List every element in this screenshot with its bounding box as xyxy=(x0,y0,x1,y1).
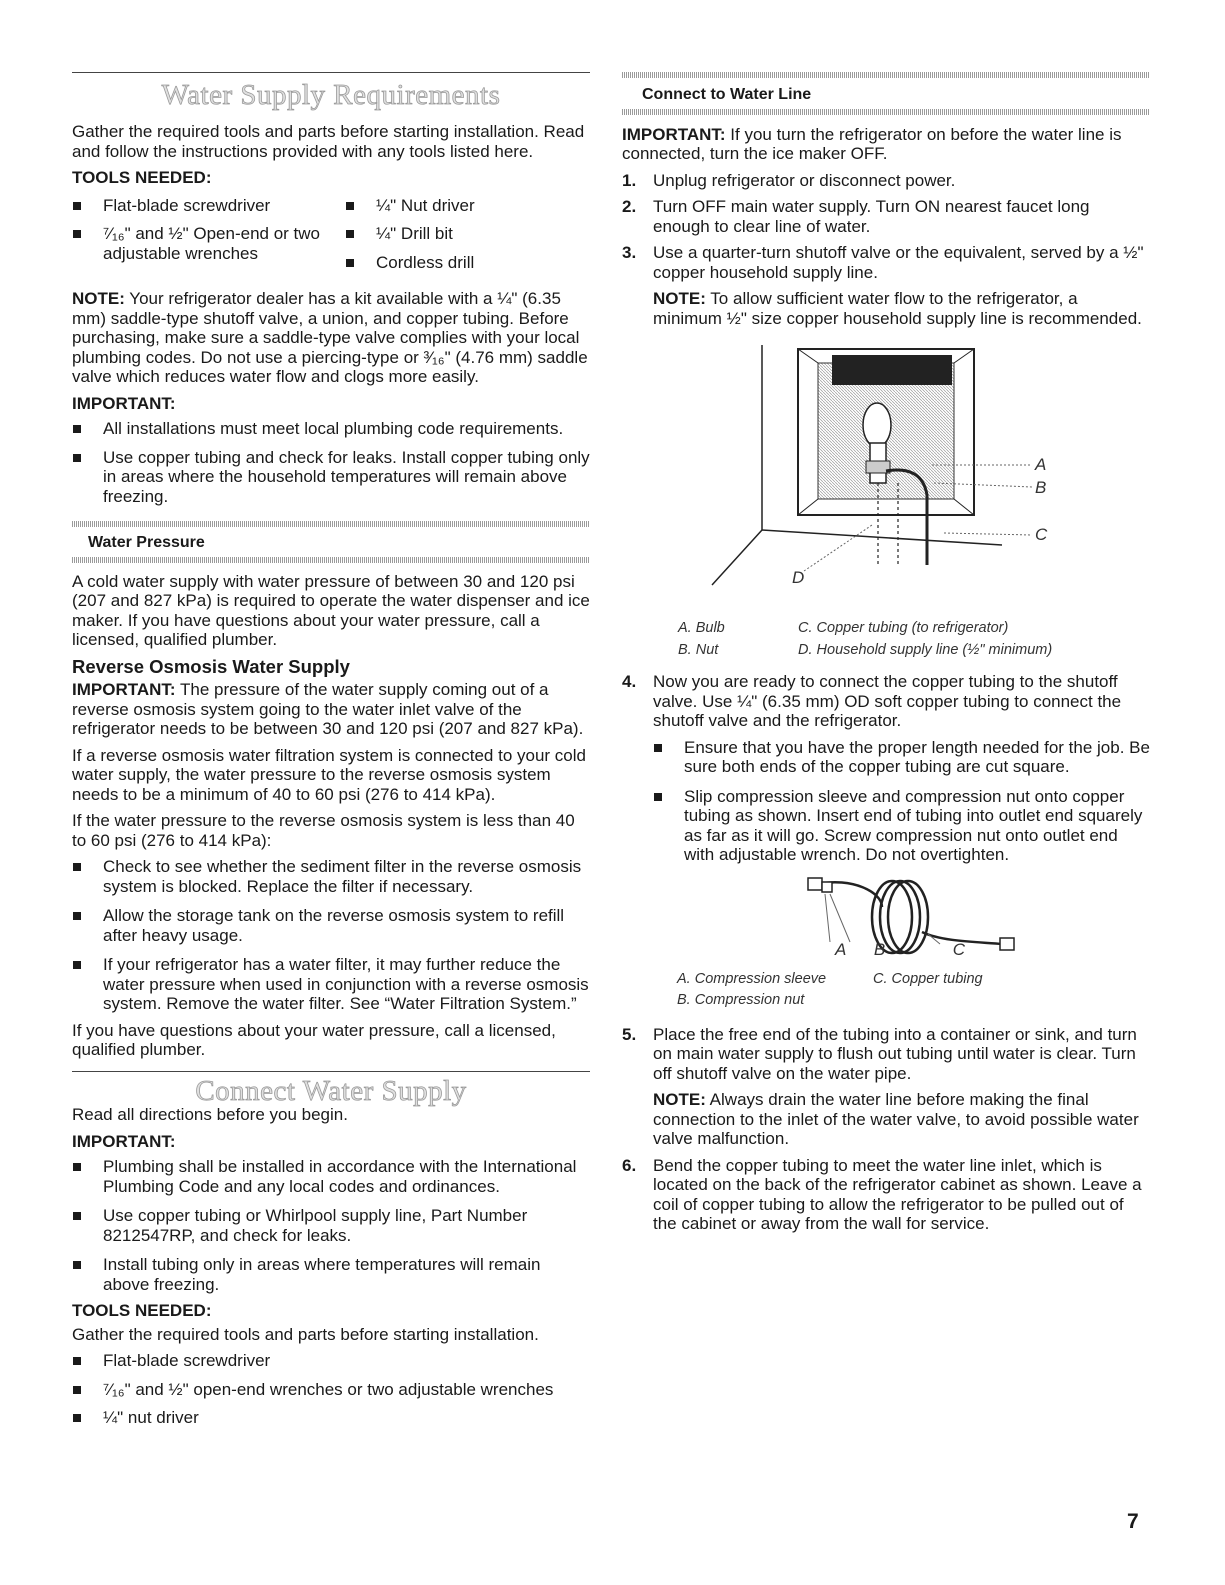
caption xyxy=(873,991,1150,1011)
intro-text: Gather the required tools and parts before starting installation. Read and follow the instructions provided with any tools listed here. xyxy=(72,122,585,161)
step-text: Place the free end of the tubing into a container or sink, and turn on main water supply to flush out tubing until water is clear. Turn off shutoff valve on the water pipe. xyxy=(653,1024,1137,1083)
figure-label-b: B xyxy=(1035,478,1047,497)
hatch-water-pressure-bottom xyxy=(72,557,590,563)
left-column xyxy=(72,0,590,1435)
caption: A. Bulb xyxy=(678,620,725,636)
step-text: Now you are ready to connect the copper tubing to the shutoff valve. Use ¼" (6.35 mm) OD soft copper tubing to connect the shutoff valve and the refrigerator. xyxy=(653,672,1122,730)
right-important-text: If you turn the refrigerator on before the water line is connected, turn the ice maker OFF. xyxy=(622,124,1122,163)
figure-label-c: C xyxy=(1035,525,1048,544)
step-number: 4. xyxy=(622,672,637,691)
hatch-connect-water-line-bottom xyxy=(622,109,1150,115)
step-4 xyxy=(622,672,1150,1011)
step-text: Unplug refrigerator or disconnect power. xyxy=(653,170,956,190)
step-number: 3. xyxy=(622,243,637,262)
section-title-connect-water-supply: Connect Water Supply xyxy=(195,1074,467,1107)
step-4-bullet: Ensure that you have the proper length needed for the job. Be sure both ends of the copper tubing are cut square. xyxy=(653,738,1150,777)
step-1 xyxy=(622,171,1150,191)
section2-tool-item: ¼" nut driver xyxy=(72,1408,590,1428)
section-divider xyxy=(72,1071,590,1072)
figure2-label-a: A xyxy=(835,939,847,959)
note-text: To allow sufficient water flow to the refrigerator, a minimum ½" size copper household supply line is recommended. xyxy=(653,289,1142,328)
ro-important-paragraph xyxy=(72,680,590,739)
step-text: Turn OFF main water supply. Turn ON nearest faucet long enough to clear line of water. xyxy=(653,197,1090,236)
ro-closing: If you have questions about your water pressure, call a licensed, qualified plumber. xyxy=(72,1020,556,1059)
ro-list xyxy=(72,857,590,1014)
figure-label-a: A xyxy=(1035,455,1047,474)
ro-item: If your refrigerator has a water filter, it may further reduce the water pressure when used in conjunction with a reverse osmosis system. Remove the water filter. See “Water Filtration System.” xyxy=(72,955,590,1014)
water-pressure-text: A cold water supply with water pressure of between 30 and 120 psi (207 and 827 kPa) is required to operate the water dispenser and ice maker. If you have questions about your water pressure, call a licensed, qualified plumber. xyxy=(72,571,590,649)
step-2 xyxy=(622,197,1150,236)
caption: C. Copper tubing (to refrigerator) xyxy=(798,620,1009,636)
ro-item: Allow the storage tank on the reverse osmosis system to refill after heavy usage. xyxy=(72,906,590,945)
step-5 xyxy=(622,1025,1150,1149)
figure2-label-b: B xyxy=(873,939,886,959)
reverse-osmosis-heading: Reverse Osmosis Water Supply xyxy=(72,655,350,677)
figure2-captions xyxy=(677,970,1150,1011)
important-item: Use copper tubing and check for leaks. Install copper tubing only in areas where the household temperatures will remain above freezing. xyxy=(72,448,590,507)
tool-item: Cordless drill xyxy=(345,253,590,273)
figure-water-line-connection xyxy=(622,335,1150,615)
section2-important-heading: IMPORTANT: xyxy=(72,1131,176,1151)
ro-important-text: The pressure of the water supply coming out of a reverse osmosis system going to the water inlet valve of the refrigerator needs to be between 30 and 120 psi (207 and 827 kPa). xyxy=(72,680,584,738)
tool-item: ⁷⁄₁₆" and ½" Open-end or two adjustable wrenches xyxy=(72,224,345,263)
right-important-paragraph xyxy=(622,125,1150,164)
step-number: 2. xyxy=(622,197,637,216)
section2-tool-item: Flat-blade screwdriver xyxy=(72,1351,590,1371)
figure1-captions xyxy=(678,619,1150,660)
section2-important-item: Install tubing only in areas where temperatures will remain above freezing. xyxy=(72,1255,590,1294)
step-text: Use a quarter-turn shutoff valve or the equivalent, served by a ½" copper household supply line. xyxy=(653,243,1144,282)
step-3 xyxy=(622,243,1150,660)
ro-paragraph-3: If the water pressure to the reverse osmosis system is less than 40 to 60 psi (276 to 414 kPa): xyxy=(72,811,575,850)
important-heading: IMPORTANT: xyxy=(72,393,176,413)
water-pressure-heading: Water Pressure xyxy=(88,534,205,551)
step-number: 6. xyxy=(622,1155,637,1175)
step-4-bullet: Slip compression sleeve and compression nut onto copper tubing as shown. Insert end of tubing into outlet end squarely as far as it will go. Screw compression nut onto outlet end with adjustable wrench. Do not overtighten. xyxy=(653,787,1150,865)
important-list xyxy=(72,419,590,506)
caption: A. Compression sleeve xyxy=(677,970,827,987)
figure-compression-fitting xyxy=(622,872,1150,962)
section2-important-item: Plumbing shall be installed in accordance with the International Plumbing Code and any local codes and ordinances. xyxy=(72,1157,590,1196)
note-text: Always drain the water line before making the final connection to the inlet of the water valve, to avoid possible water valve malfunction. xyxy=(653,1090,1139,1148)
section2-intro: Read all directions before you begin. xyxy=(72,1105,348,1124)
section2-tools-intro: Gather the required tools and parts before starting installation. xyxy=(72,1324,539,1344)
right-column xyxy=(622,0,1150,1241)
note-text: Your refrigerator dealer has a kit available with a ¼" (6.35 mm) saddle-type shutoff valve, a union, and copper tubing. Before purchasing, make sure a saddle-type valve complies with your local plumbing codes. Do not use a piercing-type or ³⁄₁₆" (4.76 mm) saddle valve which reduces water flow and clogs more easily. xyxy=(72,289,588,386)
step-number: 1. xyxy=(622,170,637,190)
note-label: NOTE: xyxy=(653,1090,706,1109)
step-number: 5. xyxy=(622,1024,637,1044)
section2-important-item: Use copper tubing or Whirlpool supply line, Part Number 8212547RP, and check for leaks. xyxy=(72,1206,590,1245)
caption: B. Nut xyxy=(678,641,719,658)
tool-item: ¼" Nut driver xyxy=(345,196,590,216)
note-label: NOTE: xyxy=(72,289,125,308)
tools-needed-heading: TOOLS NEEDED: xyxy=(72,168,212,187)
caption: B. Compression nut xyxy=(677,992,805,1008)
section2-tool-item: ⁷⁄₁₆" and ½" open-end wrenches or two adjustable wrenches xyxy=(72,1380,590,1400)
tool-item: ¼" Drill bit xyxy=(345,224,590,244)
important-item: All installations must meet local plumbing code requirements. xyxy=(72,419,590,439)
step-5-note xyxy=(653,1090,1150,1149)
tools-list xyxy=(72,196,590,284)
step-3-note xyxy=(653,289,1150,328)
steps-list xyxy=(622,171,1150,1234)
connect-to-water-line-heading: Connect to Water Line xyxy=(642,86,812,103)
ro-item: Check to see whether the sediment filter in the reverse osmosis system is blocked. Replace the filter if necessary. xyxy=(72,857,590,896)
section2-tools-heading: TOOLS NEEDED: xyxy=(72,1301,212,1320)
note-label: NOTE: xyxy=(653,289,706,308)
ro-paragraph-2: If a reverse osmosis water filtration system is connected to your cold water supply, the water pressure to the reverse osmosis system needs to be a minimum of 40 to 60 psi (276 to 414 kPa). xyxy=(72,745,586,804)
tool-item: Flat-blade screwdriver xyxy=(72,196,345,216)
section2-important-list xyxy=(72,1157,590,1294)
figure2-label-c: C xyxy=(952,939,965,959)
step-text: Bend the copper tubing to meet the water line inlet, which is located on the back of the refrigerator cabinet as shown. Leave a coil of copper tubing to allow the refrigerator to be pulled out of the cabinet or away from the wall for service. xyxy=(653,1155,1142,1233)
section-title-water-supply-requirements: Water Supply Requirements xyxy=(161,79,501,111)
figure-label-d: D xyxy=(792,568,805,587)
step-4-bullets xyxy=(653,738,1150,865)
page-number: 7 xyxy=(1127,1510,1139,1533)
caption: D. Household supply line (½" minimum) xyxy=(798,641,1053,658)
section2-tools-list xyxy=(72,1351,590,1428)
note-paragraph xyxy=(72,289,590,387)
step-6 xyxy=(622,1156,1150,1234)
caption: C. Copper tubing xyxy=(873,970,983,987)
ro-important-label: IMPORTANT: xyxy=(72,680,176,699)
right-important-label: IMPORTANT: xyxy=(622,124,726,144)
water-line-illustration xyxy=(622,335,1150,615)
